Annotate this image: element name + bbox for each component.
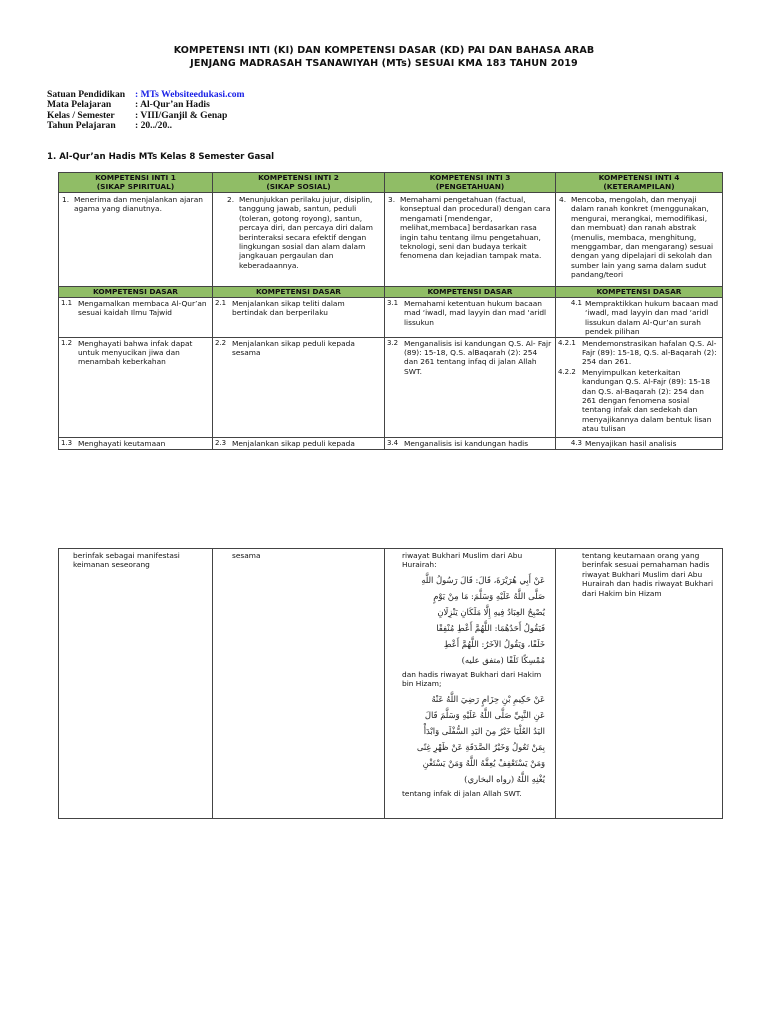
meta-label: Mata Pelajaran: [47, 99, 112, 111]
kd-1-3-continued: berinfak sebagai manifestasi keimanan seseorang: [73, 551, 180, 570]
ki4-header: KOMPETENSI INTI 4 (KETERAMPILAN): [556, 173, 723, 193]
hadith-abu-hurairah: عَنْ أَبِي هُرَيْرَةَ، قَالَ: قَالَ رَسُولُ اللَّهِ صَلَّى اللَّهُ عَلَيْهِ وَسَلَّمَ: مَا مِنْ يَوْمٍ يُصْبِحُ العِبَادُ فِيهِ إِلَّا مَلَكَانِ يَنْزِلَانِ فَيَقُولُ أَحَدُهُمَا: اللَّهُمَّ أَعْطِ مُنْفِقًا خَلَفًا، وَيَقُولُ الآخَرُ: اللَّهُمَّ أَعْطِ مُمْسِكًا تَلَفًا (متفق عليه): [421, 574, 545, 665]
kd-header: KOMPETENSI DASAR: [385, 287, 556, 298]
meta-label: Satuan Pendidikan: [47, 89, 126, 100]
ki-header-row: [59, 173, 723, 193]
kd-text: Memahami ketentuan hukum bacaan mad ‘iwadl, mad layyin dan mad ‘aridl lissukun: [404, 299, 547, 327]
kd-text: Menyajikan hasil analisis: [585, 438, 677, 448]
ki3-text: Memahami pengetahuan (factual, konseptual dan procedural) dengan cara mengamati [mendengar, melihat,membaca] berdasarkan rasa ingin tahu tentang ilmu pengetahuan, teknologi, seni dan budaya terkait fenomena dan kejadian tampak mata.: [400, 195, 551, 261]
ki1-header: KOMPETENSI INTI 1 (SIKAP SPIRITUAL): [59, 173, 213, 193]
section-heading: 1. Al-Qur’an Hadis MTs Kelas 8 Semester Gasal: [47, 152, 275, 162]
kd-row-2: 1.2 Menghayati bahwa infak dapat untuk menyucikan jiwa dan menambah keberkahan 2.2 Menjalankan sikap peduli kepada sesama 3.2 Menganalisis isi kandungan Q.S. Al- Fajr (89): 15-18, Q.S. alBaqarah (2): 254 dan 261 tentang infaq di jalan Allah SWT. 4.2.1 Mendemonstrasikan hafalan Q.S. Al- Fajr (89): 15-18, Q.S. al-Baqarah (2): 254 dan 261. 4.2.2 Menyimpulkan keterkaitan kandungan Q.S. Al-Fajr (89): 15-18 dan Q.S. al-Baqarah (2): 254 dan 261 dengan fenomena sosial tentang infak dan sedekah dan menyajikannya dalam bentuk lisan atau tulisan: [59, 337, 723, 437]
meta-label: Kelas / Semester: [47, 109, 115, 121]
kd-text: Menghayati keutamaan: [78, 438, 166, 448]
ki2-header: KOMPETENSI INTI 2 (SIKAP SOSIAL): [213, 173, 385, 193]
title-line-1: KOMPETENSI INTI (KI) DAN KOMPETENSI DASAR (KD) PAI DAN BAHASA ARAB: [173, 45, 595, 56]
kd-header: KOMPETENSI DASAR: [213, 287, 385, 298]
competency-table: [58, 172, 723, 450]
kd-row-1: 1.1 Mengamalkan membaca Al-Qur’an sesuai kaidah Ilmu Tajwid 2.1 Menjalankan sikap teliti dalam bertindak dan berperilaku 3.1 Memahami ketentuan hukum bacaan mad ‘iwadl, mad layyin dan mad ‘aridl lissukun 4.1 Mempraktikkan hukum bacaan mad ‘iwadl, mad layyin dan mad ‘aridl lissukun dalam Al-Qur’an surah pendek pilihan: [59, 298, 723, 338]
continuation-table: [58, 548, 723, 819]
kd-text: Menyimpulkan keterkaitan kandungan Q.S. Al-Fajr (89): 15-18 dan Q.S. al-Baqarah (2): 254 dan 261 dengan fenomena sosial tentang infak dan sedekah dan menyajikannya dalam bentuk lisan atau tulisan: [582, 367, 712, 434]
hadith-2-intro: dan hadis riwayat Bukhari dari Hakim bin Hizam;: [402, 669, 542, 689]
document-title: [0, 44, 768, 70]
hadith-hakim-bin-hizam: عَنْ حَكِيمِ بْنِ حِزَامٍ رَضِيَ اللَّهُ عَنْهُ عَنِ النَّبِيِّ صَلَّى اللَّهُ عَلَيْهِ وَسَلَّمَ قَالَ اليَدُ العُلْيَا خَيْرٌ مِنَ اليَدِ السُّفْلَى وَابْدَأْ بِمَنْ تَعُولُ وَخَيْرُ الصَّدَقَةِ عَنْ ظَهْرِ غِنًى وَمَنْ يَسْتَعْفِفْ يُعِفَّهُ اللَّهُ وَمَنْ يَسْتَغْنِ يُغْنِهِ اللَّهُ (رواه البخاري): [416, 693, 545, 784]
kd-header-row: [59, 287, 723, 298]
kd-2-3-continued: sesama: [232, 551, 261, 560]
ki4-cell: 4. Mencoba, mengolah, dan menyaji dalam ranah konkret (menggunakan, mengurai, merangkai, memodifikasi, dan membuat) dan ranah abstrak (menulis, membaca, menghitung, menggambar, dan mengarang) sesuai dengan yang dipelajari di sekolah dan sumber lain yang sama dalam sudut pandang/teori: [556, 193, 723, 287]
ki-text-row: [59, 193, 723, 287]
kd-3-4-continued: riwayat Bukhari Muslim dari Abu Hurairah:: [402, 551, 523, 570]
hadith-closing: tentang infak di jalan Allah SWT.: [402, 788, 522, 798]
ki4-text: Mencoba, mengolah, dan menyaji dalam ranah konkret (menggunakan, mengurai, merangkai, memodifikasi, dan membuat) dan ranah abstrak (menulis, membaca, menghitung, menggambar, dan mengarang) sesuai dengan yang dipelajari di sekolah dan sumber lain yang sama dalam sudut pandang/teori: [571, 195, 714, 280]
ki2-cell: 2. Menunjukkan perilaku jujur, disiplin, tanggung jawab, santun, peduli (toleran, gotong royong), santun, percaya diri, dan percaya diri dalam berinteraksi secara efektif dengan lingkungan sosial dan alam dalam jangkauan pergaulan dan keberadaannya.: [213, 193, 385, 287]
ki3-cell: 3. Memahami pengetahuan (factual, konseptual dan procedural) dengan cara mengamati [mendengar, melihat,membaca] berdasarkan rasa ingin tahu tentang ilmu pengetahuan, teknologi, seni dan budaya terkait fenomena dan kejadian tampak mata.: [385, 193, 556, 287]
kd-header: KOMPETENSI DASAR: [59, 287, 213, 298]
ki3-header: KOMPETENSI INTI 3 (PENGETAHUAN): [385, 173, 556, 193]
kd-text: Menjalankan sikap peduli kepada sesama: [232, 338, 355, 358]
kd-header: KOMPETENSI DASAR: [556, 287, 723, 298]
kd-row-3: 1.3 Menghayati keutamaan 2.3 Menjalankan sikap peduli kepada 3.4 Menganalisis isi kandungan hadis 4.3 Menyajikan hasil analisis: [59, 437, 723, 449]
kd-text: Menganalisis isi kandungan Q.S. Al- Fajr (89): 15-18, Q.S. alBaqarah (2): 254 dan 261 tentang infaq di jalan Allah SWT.: [404, 338, 552, 376]
kd-text: Menjalankan sikap peduli kepada: [232, 438, 355, 448]
meta-value: : VIII/Ganjil & Genap: [135, 109, 228, 121]
meta-value: : Al-Qur’an Hadis: [135, 99, 210, 111]
school-link[interactable]: : MTs Websiteedukasi.com: [135, 89, 245, 100]
kd-text: Mengamalkan membaca Al-Qur’an sesuai kaidah Ilmu Tajwid: [78, 299, 207, 318]
kd-text: Menjalankan sikap teliti dalam bertindak dan berperilaku: [232, 299, 345, 318]
kd-text: Menganalisis isi kandungan hadis: [404, 438, 529, 448]
kd-text: Mendemonstrasikan hafalan Q.S. Al- Fajr (89): 15-18, Q.S. al-Baqarah (2): 254 dan 261.: [582, 338, 717, 367]
ki1-cell: 1. Menerima dan menjalankan ajaran agama yang dianutnya.: [59, 193, 213, 287]
title-line-2: JENJANG MADRASAH TSANAWIYAH (MTs) SESUAI KMA 183 TAHUN 2019: [190, 58, 578, 69]
kd-text: Mempraktikkan hukum bacaan mad ‘iwadl, mad layyin dan mad ‘aridl lissukun dalam Al-Qur’an surah pendek pilihan: [585, 299, 719, 337]
kd-4-3-continued: tentang keutamaan orang yang berinfak sesuai pemahaman hadis riwayat Bukhari Muslim dari Abu Hurairah dan hadis riwayat Bukhari dari Hakim bin Hizam: [582, 551, 714, 598]
meta-row-tahun: [47, 121, 245, 131]
continuation-row: [59, 549, 723, 819]
identity-block: [47, 90, 245, 131]
ki1-text: Menerima dan menjalankan ajaran agama yang dianutnya.: [74, 195, 203, 214]
meta-value: : 20../20..: [135, 119, 173, 131]
kd-text: Menghayati bahwa infak dapat untuk menyucikan jiwa dan menambah keberkahan: [78, 338, 193, 367]
ki2-text: Menunjukkan perilaku jujur, disiplin, tanggung jawab, santun, peduli (toleran, gotong royong), santun, percaya diri, dan percaya diri dalam berinteraksi secara efektif dengan lingkungan sosial dan alam dalam jangkauan pergaulan dan keberadaannya.: [239, 195, 373, 270]
meta-label: Tahun Pelajaran: [47, 119, 116, 131]
